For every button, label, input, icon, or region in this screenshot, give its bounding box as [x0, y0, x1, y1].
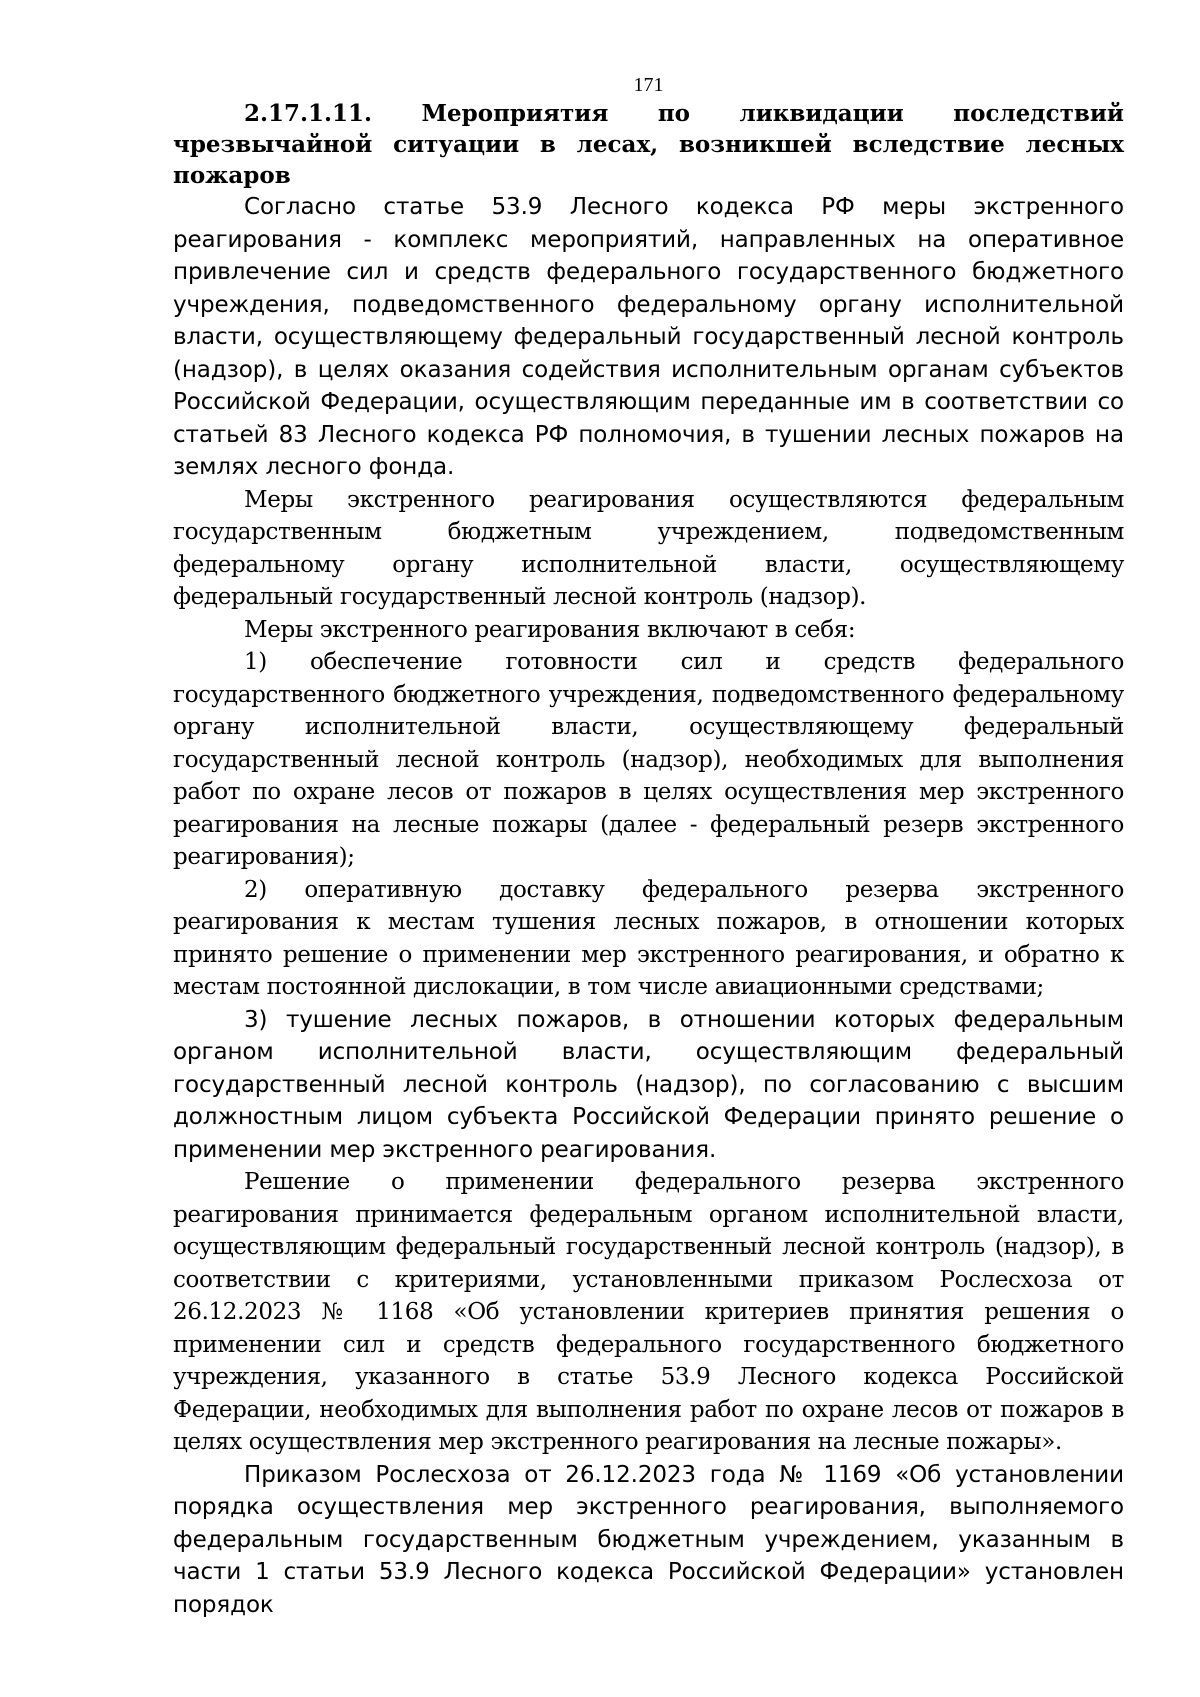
list-item: 3) тушение лесных пожаров, в отношении которых федеральным органом исполнительной власти, осуществляющим федеральный государственный лесной контроль (надзор), по согласованию с высшим должностным лицом субъекта Российской Федерации принято решение о применении мер экстренного реагирования. [173, 1006, 1124, 1163]
paragraph: Меры экстренного реагирования включают в себя: [244, 616, 856, 643]
section-heading: 2.17.1.11. Мероприятия по ликвидации последствий чрезвычайной ситуации в лесах, возникшей вследствие лесных пожаров [173, 100, 1124, 189]
paragraph: Согласно статье 53.9 Лесного кодекса РФ меры экстренного реагирования - комплекс мероприятий, направленных на оперативное привлечение сил и средств федерального государственного бюджетного учреждения, подведомственного федеральному органу исполнительной власти, осуществляющему федеральный государственный лесной контроль (надзор), в целях оказания содействия исполнительным органам субъектов Российской Федерации, осуществляющим переданные им в соответствии со статьей 83 Лесного кодекса РФ полномочия, в тушении лесных пожаров на землях лесного фонда. [173, 194, 1124, 480]
list-item: 1) обеспечение готовности сил и средств федерального государственного бюджетного учреждения, подведомственного федеральному органу исполнительной власти, осуществляющему федеральный государственный лесной контроль (надзор), необходимых для выполнения работ по охране лесов от пожаров в целях осуществления мер экстренного реагирования на лесные пожары (далее - федеральный резерв экстренного реагирования); [173, 649, 1124, 870]
paragraph: Приказом Рослесхоза от 26.12.2023 года № 1169 «Об установлении порядка осуществления мер экстренного реагирования, выполняемого федеральным государственным бюджетным учреждением, указанным в части 1 статьи 53.9 Лесного кодекса Российской Федерации» установлен порядок [173, 1461, 1124, 1618]
list-item: 2) оперативную доставку федерального резерва экстренного реагирования к местам тушения лесных пожаров, в отношении которых принято решение о применении мер экстренного реагирования, и обратно к местам постоянной дислокации, в том числе авиационными средствами; [173, 876, 1124, 1000]
paragraph: Меры экстренного реагирования осуществляются федеральным государственным бюджетным учреждением, подведомственным федеральному органу исполнительной власти, осуществляющему федеральный государственный лесной контроль (надзор). [173, 486, 1124, 610]
document-page [173, 72, 1124, 1621]
paragraph: Решение о применении федерального резерва экстренного реагирования принимается федеральным органом исполнительной власти, осуществляющим федеральный государственный лесной контроль (надзор), в соответствии с критериями, установленными приказом Рослесхоза от 26.12.2023 № 1168 «Об установлении критериев принятия решения о применении сил и средств федерального государственного бюджетного учреждения, указанного в статье 53.9 Лесного кодекса Российской Федерации, необходимых для выполнения работ по охране лесов от пожаров в целях осуществления мер экстренного реагирования на лесные пожары». [173, 1169, 1124, 1455]
page-number: 171 [633, 74, 664, 96]
